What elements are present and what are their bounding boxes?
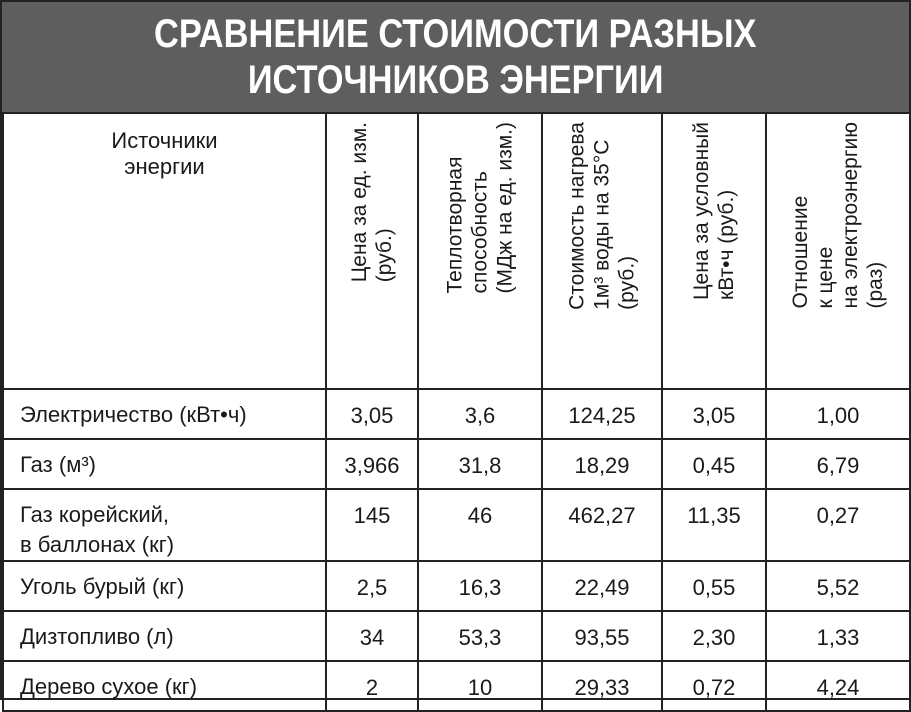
cell-heat: 3,6 xyxy=(418,389,542,439)
cell-kwh: 3,05 xyxy=(662,389,766,439)
cell-ratio: 0,27 xyxy=(766,489,910,561)
cell-kwh: 0,45 xyxy=(662,439,766,489)
table-row xyxy=(3,439,910,489)
cell-cost: 124,25 xyxy=(542,389,662,439)
cell-cost: 18,29 xyxy=(542,439,662,489)
header-price-unit-label: Цена за ед. изм. (руб.) xyxy=(348,122,396,283)
header-heat-capacity-label: Теплотворная способность (МДж на ед. изм.) xyxy=(443,122,517,294)
table-row xyxy=(3,489,910,561)
row-name: Газ корейский, в баллонах (кг) xyxy=(3,489,326,561)
header-heating-cost-label: Стоимость нагрева 1м³ воды на 35°С (руб.) xyxy=(565,122,639,310)
table-row xyxy=(3,661,910,711)
table-row xyxy=(3,611,910,661)
header-price-unit xyxy=(326,113,418,389)
row-name: Уголь бурый (кг) xyxy=(3,561,326,611)
cell-price: 2,5 xyxy=(326,561,418,611)
header-ratio xyxy=(766,113,910,389)
page-title xyxy=(2,2,909,112)
cell-heat: 53,3 xyxy=(418,611,542,661)
cell-cost: 462,27 xyxy=(542,489,662,561)
header-source-label: Источники энергии xyxy=(111,128,218,179)
header-ratio-label: Отношение к цене на электроэнергию (раз) xyxy=(789,122,887,309)
cell-heat: 10 xyxy=(418,661,542,711)
cell-ratio: 5,52 xyxy=(766,561,910,611)
cell-kwh: 0,55 xyxy=(662,561,766,611)
energy-cost-table xyxy=(2,112,911,712)
cell-ratio: 6,79 xyxy=(766,439,910,489)
cell-cost: 93,55 xyxy=(542,611,662,661)
title-line-2: ИСТОЧНИКОВ ЭНЕРГИИ xyxy=(247,58,664,102)
cell-price: 34 xyxy=(326,611,418,661)
cell-kwh: 11,35 xyxy=(662,489,766,561)
table-row xyxy=(3,561,910,611)
header-heating-cost xyxy=(542,113,662,389)
cell-price: 3,966 xyxy=(326,439,418,489)
cell-price: 3,05 xyxy=(326,389,418,439)
table-row xyxy=(3,389,910,439)
header-source xyxy=(3,113,326,389)
cell-heat: 31,8 xyxy=(418,439,542,489)
cell-ratio: 1,33 xyxy=(766,611,910,661)
cell-cost: 29,33 xyxy=(542,661,662,711)
cell-heat: 46 xyxy=(418,489,542,561)
header-price-kwh-label: Цена за условный кВт•ч (руб.) xyxy=(690,122,738,300)
cell-kwh: 0,72 xyxy=(662,661,766,711)
header-price-kwh xyxy=(662,113,766,389)
cell-price: 2 xyxy=(326,661,418,711)
cell-heat: 16,3 xyxy=(418,561,542,611)
row-name: Дерево сухое (кг) xyxy=(3,661,326,711)
row-name: Газ (м³) xyxy=(3,439,326,489)
header-row xyxy=(3,113,910,389)
cell-price: 145 xyxy=(326,489,418,561)
cell-kwh: 2,30 xyxy=(662,611,766,661)
row-name: Дизтопливо (л) xyxy=(3,611,326,661)
cell-ratio: 1,00 xyxy=(766,389,910,439)
header-heat-capacity xyxy=(418,113,542,389)
row-name: Электричество (кВт•ч) xyxy=(3,389,326,439)
cell-ratio: 4,24 xyxy=(766,661,910,711)
title-line-1: СРАВНЕНИЕ СТОИМОСТИ РАЗНЫХ xyxy=(154,12,757,56)
cell-cost: 22,49 xyxy=(542,561,662,611)
